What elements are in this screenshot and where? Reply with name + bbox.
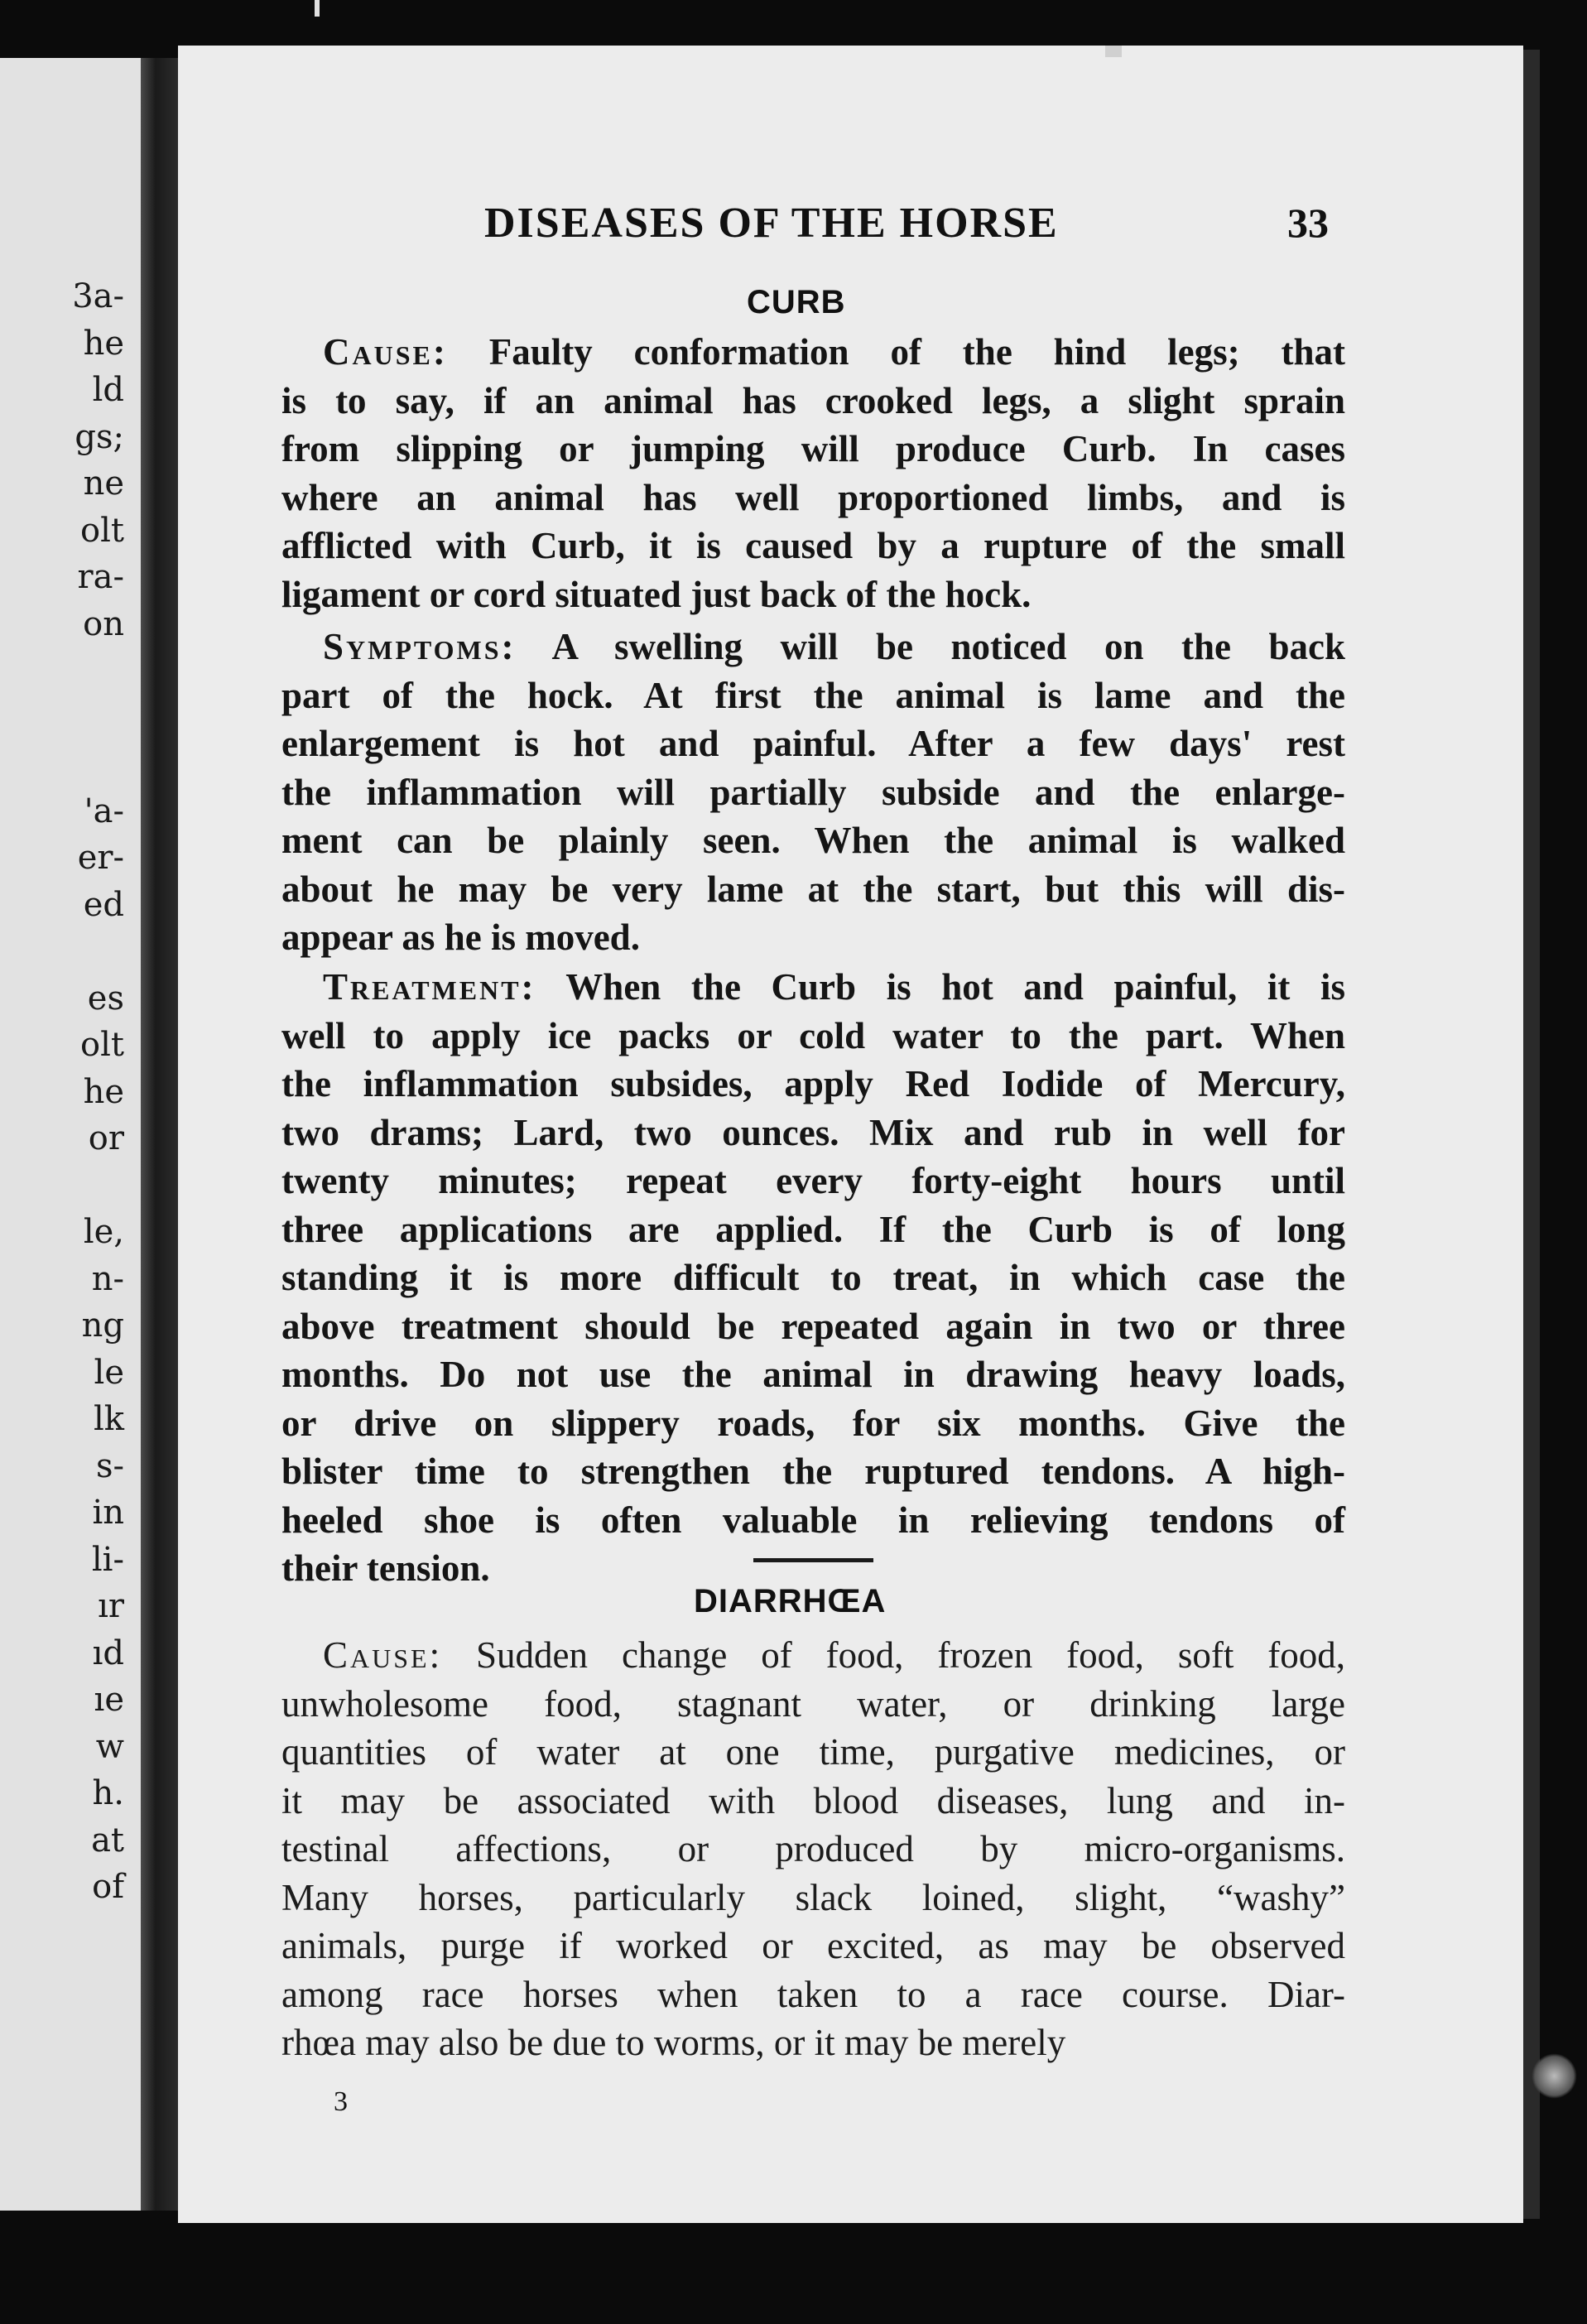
facing-page-fragment: 3a- bbox=[72, 277, 124, 315]
line-text: three applications are applied. If the Curb is of long bbox=[281, 1208, 1345, 1250]
curb-treatment-paragraph bbox=[281, 963, 1345, 1593]
line-text: months. Do not use the animal in drawing heavy loads, bbox=[281, 1354, 1345, 1395]
text-line bbox=[281, 570, 1345, 619]
text-line bbox=[281, 1350, 1345, 1399]
facing-page-fragment: s- bbox=[95, 1446, 124, 1485]
facing-page-fragment: ır bbox=[98, 1587, 124, 1625]
diarrhoea-cause-paragraph bbox=[281, 1631, 1345, 2067]
line-text: well to apply ice packs or cold water to the part. When bbox=[281, 1014, 1345, 1056]
page-number: 33 bbox=[1287, 200, 1329, 246]
facing-page-fragment: ıd bbox=[92, 1634, 124, 1672]
line-text: among race horses when taken to a race course. Diar- bbox=[281, 1973, 1345, 2015]
text-line bbox=[281, 1496, 1345, 1545]
facing-page-fragment: he bbox=[83, 1072, 124, 1111]
facing-page-fragment: olt bbox=[80, 511, 124, 550]
scan-speck bbox=[315, 0, 320, 17]
line-text: enlargement is hot and painful. After a few days' rest bbox=[281, 723, 1345, 764]
line-text: When the Curb is hot and painful, it is bbox=[536, 966, 1345, 1008]
text-line bbox=[281, 1109, 1345, 1157]
page-edge bbox=[1523, 50, 1540, 2219]
text-line bbox=[281, 1680, 1345, 1729]
text-line bbox=[281, 1728, 1345, 1777]
facing-page-fragment: h. bbox=[92, 1774, 124, 1812]
text-line bbox=[281, 1874, 1345, 1922]
text-line bbox=[281, 1302, 1345, 1351]
text-line bbox=[281, 963, 1345, 1012]
line-text: heeled shoe is often valuable in relieving tendons of bbox=[281, 1499, 1345, 1541]
facing-page-fragment: li- bbox=[91, 1540, 124, 1579]
curb-symptoms-paragraph bbox=[281, 623, 1345, 962]
signature-mark: 3 bbox=[334, 2086, 348, 2117]
line-text: above treatment should be repeated again in two or three bbox=[281, 1305, 1345, 1347]
paragraph-heading: Cause: bbox=[323, 331, 448, 373]
text-line bbox=[281, 2018, 1345, 2067]
facing-page-fragment: le, bbox=[83, 1213, 124, 1251]
text-line bbox=[281, 1631, 1345, 1680]
facing-page-fragment: ra- bbox=[77, 558, 124, 596]
facing-page-fragment: ng bbox=[81, 1306, 124, 1345]
text-line bbox=[281, 1447, 1345, 1496]
section-title-curb: CURB bbox=[747, 284, 846, 320]
facing-page-fragments bbox=[0, 273, 124, 1911]
text-line bbox=[281, 816, 1345, 865]
line-text: from slipping or jumping will produce Curb. In cases bbox=[281, 428, 1345, 469]
curb-cause-paragraph bbox=[281, 328, 1345, 618]
line-text: blister time to strengthen the ruptured tendons. A high- bbox=[281, 1451, 1345, 1492]
facing-page-fragment bbox=[0, 695, 124, 742]
text-line bbox=[281, 1205, 1345, 1254]
facing-page-fragment: le bbox=[94, 1353, 124, 1392]
facing-page-fragment bbox=[0, 647, 124, 695]
section-title-diarrhoea: DIARRHŒA bbox=[694, 1583, 887, 1619]
line-text: standing it is more difficult to treat, in which case the bbox=[281, 1257, 1345, 1298]
facing-page-fragment: ne bbox=[83, 464, 124, 503]
line-text: rhœa may also be due to worms, or it may be merely bbox=[281, 2022, 1066, 2063]
line-text: or drive on slippery roads, for six months. Give the bbox=[281, 1402, 1345, 1444]
scan-speck bbox=[1105, 46, 1122, 57]
text-line bbox=[281, 1777, 1345, 1826]
facing-page-fragment: 'a- bbox=[84, 792, 124, 830]
paragraph-heading: Cause: bbox=[323, 1634, 443, 1676]
text-line bbox=[281, 1970, 1345, 2019]
line-text: part of the hock. At first the animal is lame and the bbox=[281, 674, 1345, 716]
section-divider bbox=[753, 1558, 873, 1562]
line-text: testinal affections, or produced by micro-organisms. bbox=[281, 1828, 1345, 1869]
line-text: A swelling will be noticed on the back bbox=[516, 626, 1345, 667]
text-line bbox=[281, 328, 1345, 377]
line-text: is to say, if an animal has crooked legs, a slight sprain bbox=[281, 379, 1345, 421]
text-line bbox=[281, 377, 1345, 426]
text-line bbox=[281, 1157, 1345, 1205]
line-text: twenty minutes; repeat every forty-eight hours until bbox=[281, 1160, 1345, 1201]
line-text: about he may be very lame at the start, but this will dis- bbox=[281, 868, 1345, 910]
facing-page-fragment: or bbox=[88, 1119, 124, 1157]
line-text: animals, purge if worked or excited, as may be observed bbox=[281, 1925, 1345, 1966]
text-line bbox=[281, 1825, 1345, 1874]
facing-page-fragment: on bbox=[83, 604, 124, 643]
text-line bbox=[281, 474, 1345, 522]
facing-page-fragment bbox=[0, 741, 124, 788]
line-text: Faulty conformation of the hind legs; that bbox=[447, 331, 1345, 373]
line-text: ligament or cord situated just back of the hock. bbox=[281, 573, 1032, 615]
facing-page-fragment: gs; bbox=[75, 417, 124, 456]
running-head: DISEASES OF THE HORSE bbox=[484, 200, 1059, 247]
line-text: the inflammation subsides, apply Red Iodide of Mercury, bbox=[281, 1063, 1345, 1104]
line-text: where an animal has well proportioned limbs, and is bbox=[281, 476, 1345, 518]
text-line bbox=[281, 1399, 1345, 1448]
facing-page-fragment: er- bbox=[77, 839, 124, 877]
text-line bbox=[281, 1253, 1345, 1302]
facing-page-fragment: of bbox=[92, 1868, 124, 1906]
facing-page-fragment: in bbox=[92, 1494, 124, 1532]
facing-page-fragment: n- bbox=[91, 1259, 124, 1298]
paragraph-heading: Symptoms: bbox=[323, 626, 517, 667]
text-line bbox=[281, 1012, 1345, 1061]
facing-page-fragment: ıe bbox=[94, 1681, 124, 1719]
line-text: quantities of water at one time, purgative medicines, or bbox=[281, 1731, 1345, 1773]
facing-page bbox=[0, 58, 141, 2211]
gutter-shadow bbox=[141, 58, 178, 2211]
text-line bbox=[281, 522, 1345, 570]
facing-page-fragment bbox=[0, 1162, 124, 1210]
paragraph-heading: Treatment: bbox=[323, 966, 536, 1008]
facing-page-fragment: he bbox=[83, 324, 124, 363]
text-line bbox=[281, 865, 1345, 914]
facing-page-fragment: lk bbox=[93, 1400, 124, 1438]
text-line bbox=[281, 623, 1345, 671]
facing-page-fragment: w bbox=[95, 1727, 124, 1766]
facing-page-fragment: olt bbox=[80, 1026, 124, 1064]
text-line bbox=[281, 768, 1345, 817]
line-text: ment can be plainly seen. When the animal is walked bbox=[281, 820, 1345, 861]
text-line bbox=[281, 425, 1345, 474]
line-text: unwholesome food, stagnant water, or drinking large bbox=[281, 1682, 1345, 1725]
line-text: it may be associated with blood diseases, lung and in- bbox=[281, 1779, 1345, 1821]
text-line bbox=[281, 719, 1345, 768]
line-text: their tension. bbox=[281, 1547, 490, 1589]
line-text: afflicted with Curb, it is caused by a rupture of the small bbox=[281, 525, 1345, 566]
facing-page-fragment: ed bbox=[83, 885, 124, 924]
line-text: two drams; Lard, two ounces. Mix and rub in well for bbox=[281, 1111, 1345, 1153]
text-line bbox=[281, 913, 1345, 962]
text-line bbox=[281, 1922, 1345, 1970]
scan-smudge bbox=[1532, 2053, 1577, 2099]
text-line bbox=[281, 671, 1345, 720]
line-text: appear as he is moved. bbox=[281, 917, 640, 958]
facing-page-fragment bbox=[0, 928, 124, 975]
facing-page-fragment: ld bbox=[92, 371, 124, 409]
text-line bbox=[281, 1060, 1345, 1109]
facing-page-fragment: at bbox=[91, 1821, 124, 1860]
line-text: Many horses, particularly slack loined, slight, “washy” bbox=[281, 1876, 1345, 1918]
line-text: the inflammation will partially subside and the enlarge- bbox=[281, 771, 1345, 813]
line-text: Sudden change of food, frozen food, soft food, bbox=[442, 1634, 1345, 1676]
facing-page-fragment: es bbox=[87, 979, 124, 1018]
